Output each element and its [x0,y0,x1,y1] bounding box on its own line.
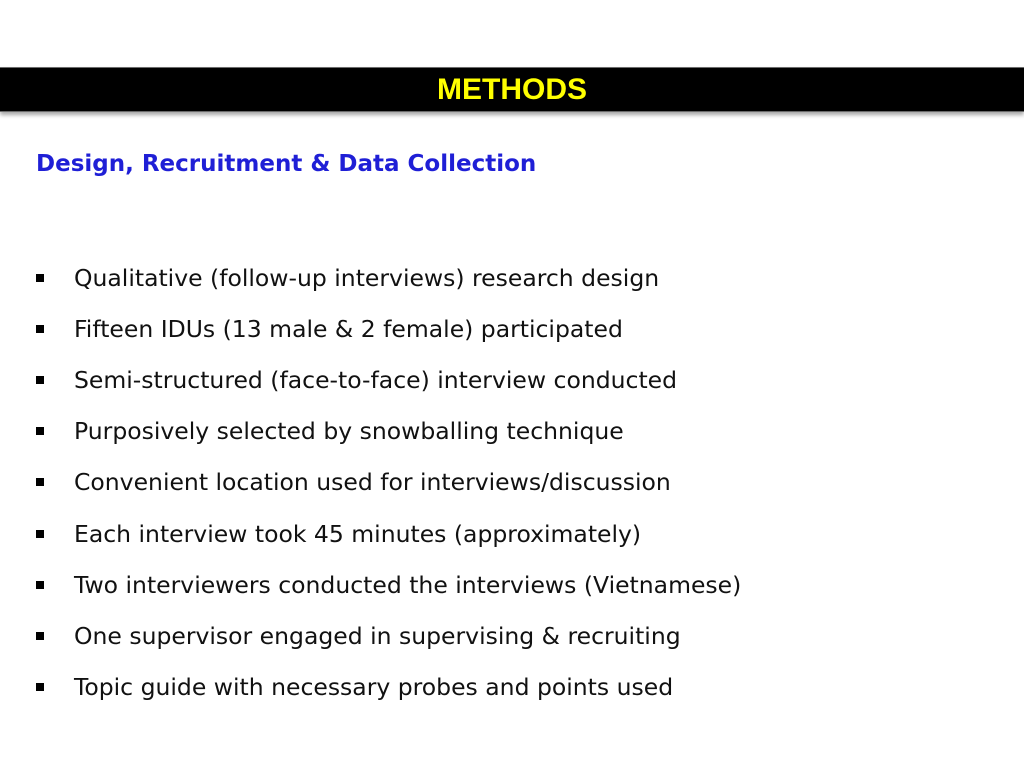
square-bullet-icon [36,376,44,384]
list-item [36,662,741,713]
slide-subtitle: Design, Recruitment & Data Collection [36,151,537,177]
slide-title: METHODS [437,72,587,106]
list-item [36,406,741,457]
title-bar [0,67,1024,112]
square-bullet-icon [36,325,44,333]
bullet-text: Convenient location used for interviews/discussion [74,468,671,497]
square-bullet-icon [36,632,44,640]
square-bullet-icon [36,530,44,538]
square-bullet-icon [36,274,44,282]
bullet-text: Each interview took 45 minutes (approximately) [74,519,642,548]
bullet-list [36,252,741,713]
bullet-text: Topic guide with necessary probes and points used [74,673,674,702]
bullet-text: Two interviewers conducted the interviews (Vietnamese) [74,570,742,599]
square-bullet-icon [36,478,44,486]
bullet-text: Semi-structured (face-to-face) interview conducted [74,365,678,394]
list-item [36,354,741,405]
list-item [36,610,741,661]
bullet-text: Fifteen IDUs (13 male & 2 female) participated [74,314,623,343]
bullet-text: One supervisor engaged in supervising & recruiting [74,621,681,650]
bullet-text: Qualitative (follow-up interviews) research design [74,263,660,292]
list-item [36,559,741,610]
list-item [36,457,741,508]
square-bullet-icon [36,427,44,435]
bullet-text: Purposively selected by snowballing technique [74,417,624,446]
list-item [36,303,741,354]
square-bullet-icon [36,581,44,589]
square-bullet-icon [36,683,44,691]
list-item [36,252,741,303]
list-item [36,508,741,559]
